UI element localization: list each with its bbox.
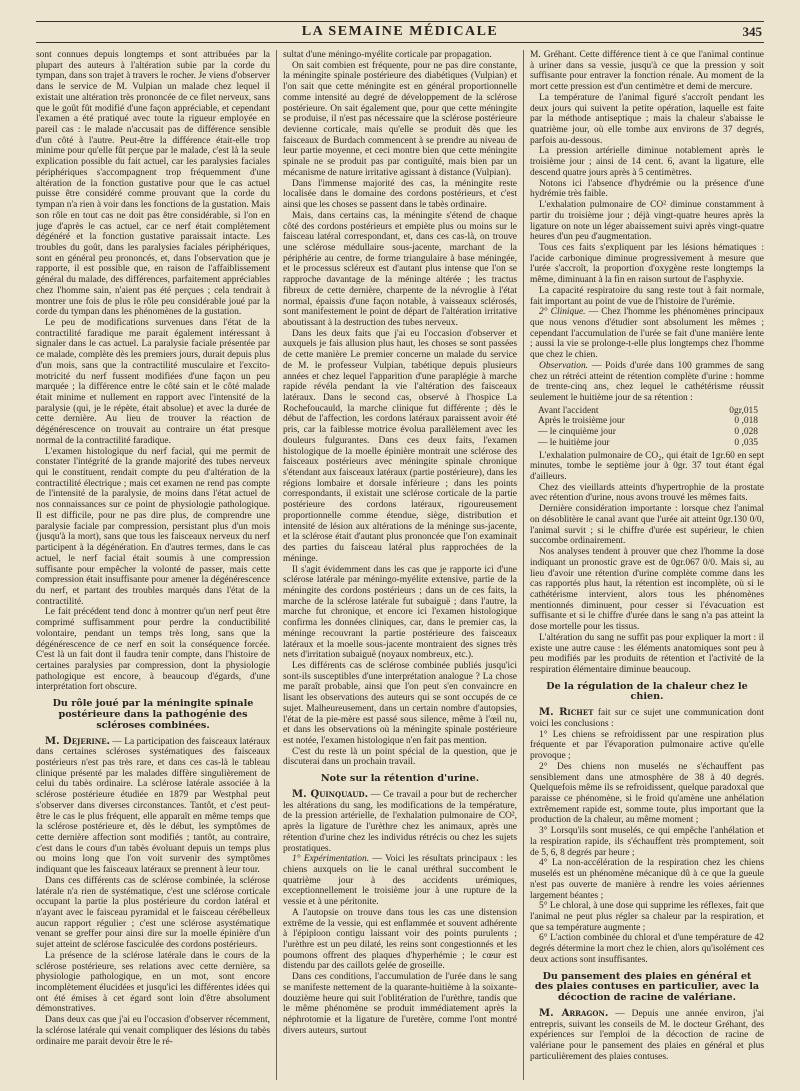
paragraph	[530, 361, 764, 404]
table-row	[530, 406, 764, 417]
urea-table	[530, 406, 764, 449]
list-item: 6° L'action combinée du chloral et d'une température de 42 degrés détermine la mort chez le chien, alors qu'isolément ces deux actions sont insuffisantes.	[530, 933, 764, 965]
paragraph: Tous ces faits s'expliquent par les lésions hématiques : l'acide carbonique diminue progressivement à mesure que l'urée s'accroît, la proportion d'oxygène reste longtemps la même, diminuant à la fin en raison surtout de l'asphyxie.	[530, 242, 764, 286]
paragraph-text: — Poids d'urée dans 100 grammes de sang chez un rétréci atteint de rétention complète d'urine : homme de trente-cinq ans, chez lequel le cathétérisme réussit seulement le huitième jour de sa rétention :	[530, 360, 764, 403]
subsection-label: 1° Expérimentation.	[292, 854, 370, 865]
paragraph: M. Gréhant. Cette différence tient à ce que l'animal continue à uriner dans sa vessie, jusqu'à ce que la pression y soit suffisante pour entraver la fonction rénale. Au moment de la mort cette pression est d'un centimètre et demi de mercure.	[530, 50, 764, 93]
speaker-name: M. Dejerine.	[45, 735, 111, 747]
paragraph: L'altération du sang ne suffit pas pour expliquer la mort : il existe une autre cause : les éléments anatomiques sont peu à peu modifiés par les produits de rétention et l'activité de la respiration élémentaire diminue beaucoup.	[530, 632, 764, 675]
column-divider	[523, 50, 524, 1080]
paragraph: L'exhalation pulmonaire de CO₂, qui était de 1gr.60 en sept minutes, tombe le septième jour à 0gr. 37 tout étant égal d'ailleurs.	[530, 450, 764, 483]
paragraph: sultat d'une méningo-myélite corticale par propagation.	[283, 50, 492, 60]
paragraph: La capacité respiratoire du sang reste tout à fait normale, fait important au point de vue de l'histoire de l'urémie.	[530, 285, 764, 307]
paragraph: Dernière considération importante : lorsque chez l'animal on désoblitère le canal avant que l'urée ait atteint 0gr.130 0/0, l'animal survit ; si le chiffre d'urée est supérieur, le chien succombe ordinairement.	[530, 504, 764, 547]
paragraph: L'exhalation pulmonaire de CO² diminue constamment à partir du troisième jour ; déjà vingt-quatre heures après la ligature on note un léger abaissement suivi après vingt-quatre heures d'un peu d'augmentation.	[530, 200, 764, 243]
section-heading: Du pansement des plaies en général et des plaies contuses en particulier, avec la décoction de racine de valériane.	[534, 970, 760, 1004]
paragraph: Il s'agit évidemment dans les cas que je rapporte ici d'une sclérose latérale par méningo-myélite extensive, partie de la méningite des cordons postérieurs ; dans un de ces faits, la marche de la sclérose latérale fut subaiguë ; dans l'autre, la marche fut chronique, et encore ici l'examen histologique confirma les données cliniques, car, dans le premier cas, la méninge recouvrant la partie postérieure des faisceaux latéraux et la moelle sous-jacente montraient des signes très nets d'irritation subaiguë (noyaux nombreux, etc.).	[283, 564, 517, 661]
paragraph: Dans ces conditions, l'accumulation de l'urée dans le sang se manifeste nettement de la quarante-huitième à la soixante-douzième heure qui suit l'oblitération de l'urèthre, tandis que le même phénomène se produit immédiatement après la néphrotomie et la ligature de l'uretère, comme l'ont montré divers auteurs, surtout	[283, 972, 517, 1036]
section-heading: De la régulation de la chaleur chez le chien.	[546, 680, 748, 703]
subsection-label: Observation.	[539, 360, 589, 371]
table-label: Avant l'accident	[538, 405, 599, 416]
page-number: 345	[742, 24, 762, 39]
paragraph: La pression artérielle diminue notablement après le troisième jour ; ainsi de 14 cent. 6, avant la ligature, elle descend quatre jours après à 5 centimètres.	[530, 146, 764, 178]
paragraph: Chez des vieillards atteints d'hypertrophie de la prostate avec rétention d'urine, nous avons trouvé les mêmes faits.	[530, 482, 764, 504]
journal-title: LA SEMAINE MÉDICALE	[301, 24, 499, 39]
paragraph: Dans l'immense majorité des cas, la méningite reste localisée dans le domaine des cordons postérieurs, et c'est ainsi que les choses se passent dans le tabès ordinaire.	[283, 178, 517, 211]
paragraph-text: fait sur ce sujet une communication dont voici les conclusions :	[530, 708, 764, 729]
paragraph: Dans ces différents cas de sclérose combinée, la sclérose latérale n'a rien de systématique, c'est une sclérose corticale occupant la partie la plus postérieure du cordon latéral et n'ayant avec le faisceau pyramidal et le faisceau cérébelleux aucun rapport régulier ; c'est une sclérose asystématique venant se greffer pour ainsi dire sur la moelle épinière d'un sujet atteint de sclérose fasciculée des cordons postérieurs.	[36, 875, 270, 951]
paragraph: Dans les deux faits que j'ai eu l'occasion d'observer et auxquels je fais allusion plus haut, les choses se sont passées de cette manière Le premier concerne un malade du service de M. le professeur Vulpian, tabétique depuis plusieurs années et chez lequel l'apparition d'une paraplégie à marche rapide révéla pendant la vie l'altération des faisceaux latéraux. Dans le second cas, observé à l'hospice La Rochefoucauld, la marche clinique fut différente ; dès le début de l'affection, les cordons latéraux paraissent avoir été pris, car la faiblesse motrice évolua parallèlement avec les douleurs fulgurantes. Dans ces deux faits, l'examen histologique de la moelle épinière montrait une sclérose des faisceaux postérieurs avec méningite spinale chronique s'étendant aux faisceaux latéraux (partie postérieure), dans les régions lombaire et dorsale inférieure ; dans les points correspondants, il existait une sclérose corticale de la partie postérieure des cordons latéraux, rigoureusement proportionnelle comme étendue, siège, distribution et intensité de lésion aux altérations de la méninge sus-jacente, et la sclérose était d'autant plus prononcée que l'on examinait des parties du faisceau latéral plus rapprochées de la méninge.	[283, 328, 517, 564]
table-row	[530, 438, 764, 449]
paragraph-text: — La participation des faisceaux latéraux dans certaines scléroses systématiques des faisceaux postérieurs n'est pas très rare, et dans ces cas-là le tableau clinique présenté par les malades diffère singulièrement de celui du tabès ordinaire. La sclérose latérale associée à la sclérose postérieure étudiée en 1879 par Westphal peut s'observer dans diverses circonstances. Tantôt, et c'est peut-être le cas le plus fréquent, elle apparaît en même temps que la sclérose postérieure et, dès le début, les symptômes de cette dernière affection sont modifiés ; tantôt, au contraire, c'est dans le cours d'un tabès évoluant depuis un temps plus ou moins long que l'on voit survenir des symptômes indiquant que les faisceaux latéraux se prennent à leur tour.	[36, 736, 270, 876]
section-heading: Du rôle joué par la méningite spinale postérieure dans la pathogénie des scléroses combinées.	[52, 698, 254, 731]
paragraph: sont connues depuis longtemps et sont attribuées par la plupart des auteurs à l'altération subie par la corde du tympan, dans son trajet à travers le rocher. Je viens d'observer dans le service de M. Vulpian un malade chez lequel il existait une altération très prononcée de ce filet nerveux, sans que le goût fût modifié d'une façon appréciable, et cependant l'examen a été pratiqué avec toute la rigueur employée en pareil cas : le malade n'accusait pas de différence sensible d'un côté à l'autre. Peut-être la différence était-elle trop minime pour qu'elle fût perçue par le malade, c'est là la seule explication possible du fait actuel, car les paralysies faciales périphériques s'accompagnent trop fréquemment d'une altération de la fonction gustative pour que le cas actuel puisse être considéré comme prouvant que la corde du tympan n'a rien à voir dans les fonctions de la gustation. Mais son rôle en tout cas ne doit pas être considérable, si l'on en juge d'après le cas actuel, car ce nerf était complètement dégénéré et la fonction gustative paraissait intacte. Les troubles du goût, dans les paralysies faciales périphériques, sont en général peu prononcés, et, dans l'observation que je rapporte, il est possible que, en raison de l'affaiblissement général du malade, des différences, parfaitement appréciables chez l'homme sain, n'aient pas été perçues ; cela tendrait à montrer une fois de plus le rôle peu considérable joué par la corde du tympan dans les phénomènes de la gustation.	[36, 50, 270, 318]
paragraph	[530, 708, 764, 729]
paragraph-text: — Chez l'homme les phénomènes principaux que nous venons d'étudier sont absolument les mêmes ; cependant l'accumulation de l'urée se fait d'une manière lente ; aussi la vie se prolonge-t-elle plus longtemps chez l'homme que chez le chien.	[530, 307, 764, 361]
paragraph	[36, 737, 270, 876]
list-item: 4° La non-accélération de la respiration chez les chiens muselés est un phénomène mécanique dû à ce que la gueule n'est pas ouverte de manière à rendre les voies aériennes largement béantes ;	[530, 858, 764, 901]
header-top-rule	[36, 21, 764, 22]
paragraph-text: — Depuis une année environ, j'ai entrepris, suivant les conseils de M. le docteur Gréhant, des expériences sur l'emploi de la décoction de racine de valériane pour le pansement des plaies en général et plus particulièrement des plaies contuses.	[530, 1008, 764, 1062]
column-divider	[276, 50, 277, 1080]
table-value: 0 ,035	[734, 437, 758, 448]
table-value: 0 ,018	[734, 416, 758, 427]
paragraph: Notons ici l'absence d'hydrémie ou la présence d'une hydrémie très faible.	[530, 178, 764, 200]
paragraph: La température de l'animal figuré s'accroît pendant les deux jours qui suivent la petite opération, laquelle est faite par la méthode antiseptique ; mais la chaleur s'abaisse le quatrième jour, où elle tombe aux environs de 37 degrés, parfois au-dessous.	[530, 92, 764, 146]
paragraph-text: — Voici les résultats principaux : les chiens auxquels on lie le canal uréthral succombent le quatrième jour à des accidents urémiques, exceptionnellement le troisième jour à une rupture de la vessie et à une péritonite.	[283, 854, 517, 908]
speaker-name: M. Richet	[539, 707, 594, 719]
subsection-label: 2° Clinique.	[539, 307, 586, 318]
table-label: — le cinquième jour	[538, 427, 616, 438]
paragraph-text: — Ce travail a pour but de rechercher les altérations du sang, les modifications de la température, de la pression artérielle, de l'exhalation pulmonaire de CO², après la ligature de l'urèthre chez les animaux, après une rétention d'urine chez les individus rétrécis ou chez les sujets prostatiques.	[283, 789, 517, 854]
column-3	[530, 50, 764, 1080]
table-value: 0gr,015	[729, 405, 758, 416]
paragraph: Dans deux cas que j'ai eu l'occasion d'observer récemment, la sclérose latérale qui venait compliquer des lésions du tabès ordinaire me parait devoir être le ré-	[36, 1015, 270, 1047]
paragraph: Le fait précédent tend donc à montrer qu'un nerf peut être comprimé suffisamment pour perdre la conductibilité volontaire, pendant un temps très long, sans que la dégénérescence de ce nerf en soit la conséquence forcée. C'est là un fait dont il faudra tenir compte, dans l'histoire de certaines paralysies par compression, dont la physiologie pathologique est encore, à beaucoup d'égards, d'une interprétation fort obscure.	[36, 607, 270, 693]
table-row	[530, 416, 764, 427]
table-label: — le huitième jour	[538, 437, 610, 448]
section-heading: Note sur la rétention d'urine.	[320, 773, 480, 785]
list-item: 3° Lorsqu'ils sont muselés, ce qui empêche l'anhélation et la respiration rapide, ils s'échauffent très promptement, soit de 5, 6, 8 degrés par heure ;	[530, 826, 764, 858]
paragraph: Nos analyses tendent à prouver que chez l'homme la dose indiquant un pronostic grave est de 0gr.067 0/0. Mais si, au lieu d'avoir une rétention d'urine complète comme dans les cas rapportés plus haut, la rétention est incomplète, où si le cathétérisme intervient, alors tous les phénomènes mentionnés diminuent, pour cesser si l'évacuation est suffisante et si le chiffre d'urée dans le sang n'a pas atteint la dose mortelle pour les tissus.	[530, 547, 764, 633]
paragraph	[283, 854, 517, 908]
list-item: 1° Les chiens se refroidissent par une respiration plus fréquente et par l'évaporation pulmonaire active qu'elle provoque ;	[530, 729, 764, 762]
column-1	[36, 50, 270, 1080]
speaker-name: M. Arragon.	[539, 1007, 609, 1019]
list-item: 5° Le chloral, à une dose qui supprime les réflexes, fait que l'animal ne peut plus régler sa chaleur par la respiration, et que sa température augmente ;	[530, 901, 764, 933]
table-label: Après le troisième jour	[538, 416, 625, 427]
table-value: 0 ,028	[734, 427, 758, 438]
paragraph	[530, 1009, 764, 1063]
paragraph: Les différents cas de sclérose combinée publiés jusqu'ici sont-ils susceptibles d'une interprétation analogue ? La chose me paraît probable, ainsi que l'on peut s'en convaincre en lisant les observations des auteurs qui se sont occupés de ce sujet. Malheureusement, dans un certain nombre d'autopsies, l'état de la pie-mère est passé sous silence, même à l'œil nu, et dans les observations où la méningite spinale postérieure est notée, l'examen histologique n'en fait pas mention.	[283, 660, 517, 746]
list-item: 2° Des chiens non muselés ne s'échauffent pas sensiblement dans une atmosphère de 38 à 40 degrés. Quelquefois même ils se refroidissent, quelque paradoxal que paraisse ce phénomène, si le froid qu'amène une anhélation extrêmement rapide est, somme toute, plus important que la production de la chaleur, au même moment ;	[530, 761, 764, 826]
table-row	[530, 427, 764, 438]
paragraph	[530, 307, 764, 361]
paragraph: A l'autopsie on trouve dans tous les cas une distension extrême de la vessie, qui est enflammée et souvent adhérente à l'épiploon contigu laissant voir des points purulents ; l'urèthre est un peu dilaté, les reins sont congestionnés et les poumons offrent des plaques d'hyperhémie ; le cœur est distendu par des caillots gelée de groseille.	[283, 907, 517, 972]
paragraph: Le peu de modifications survenues dans l'état de la contractilité faradique me parait également intéressant à signaler dans le cas actuel. La paralysie faciale présentée par ce malade, complète dès les premiers jours, durait depuis plus d'un mois, sans que la contractilité musculaire et l'excito-motricité du nerf fussent modifiées d'une façon un peu marquée ; la différence entre le côté sain et le côté malade était minime et nullement en rapport avec l'intensité de la paralysie (qui, je le répète, était absolue) et avec la durée de cette dernière. Au lieu de trouver la réaction de dégénérescence on trouvait au contraire un état presque normal de la contractilité faradique.	[36, 317, 270, 446]
paragraph: L'examen histologique du nerf facial, qui me permit de constater l'intégrité de la grande majorité des tubes nerveux qui le constituent, rendait compte du peu d'altération de la contractilité électrique ; mais cet examen ne rend pas compte de l'intensité de la paralysie, de moins dans l'état actuel de nos connaissances sur ce point de physiologie pathologique. Il est difficile, pour ne pas dire plus, de comprendre une paralysie faciale par compression, persistant plus d'un mois (jusqu'à la mort), sans que tous les faisceaux nerveux du nerf participent à la dégénération. En d'autres termes, dans le cas actuel, le nerf facial était soumis à une compression suffisante pour empêcher la volonté de passer, mais cette compression était insuffisante pour amener la dégénérescence du nerf, et partant des troubles marqués dans l'état de la contractilité.	[36, 446, 270, 607]
paragraph: C'est du reste là un point spécial de la question, que je discuterai dans un prochain travail.	[283, 746, 517, 768]
paragraph: La présence de la sclérose latérale dans le cours de la sclérose postérieure, ses relations avec cette dernière, sa physiologie pathologique, en un mot, sont encore incomplètement élucidées et jusqu'ici les différentes idées qui ont été émises à cet égard sont loin d'être absolument démonstratives.	[36, 950, 270, 1015]
paragraph	[283, 790, 517, 854]
text-columns	[36, 50, 764, 1080]
column-2	[283, 50, 517, 1080]
page-header	[36, 24, 764, 43]
speaker-name: M. Quinquaud.	[292, 788, 369, 800]
paragraph: Mais, dans certains cas, la méningite s'étend de chaque côté des cordons postérieurs et empiète plus ou moins sur le faisceau latéral correspondant, et, dans ces cas-là, on trouve une sclérose médullaire sous-jacente, marchant de la périphérie au centre, de forme triangulaire à base méningée, et le processus scléreux est d'autant plus intense que l'on se rapproche davantage de la méninge altérée ; les tractus fibreux de cette dernière, charpente de la névroglie à l'état normal, épaissis d'une façon notable, à vaisseaux sclérosés, sont manifestement le point de départ de l'altération irritative aboutissant à la destruction des tubes nerveux.	[283, 210, 517, 328]
paragraph: On sait combien est fréquente, pour ne pas dire constante, la méningite spinale postérieure des diabétiques (Vulpian) et l'on sait que cette méningite est en général proportionnelle comme intensité au degré de développement de la sclérose postérieure. On sait également que, pour que cette méningite se produise, il n'est pas nécessaire que la sclérose postérieure devienne corticale, mais qu'elle se produit dès que les faisceaux de Burdach commencent à se prendre au niveau de leur partie moyenne, et ceci montre bien que cette méningite spinale ne se produit pas par contiguïté, mais bien par un mécanisme de nature irritative agissant à distance (Vulpian).	[283, 60, 517, 178]
